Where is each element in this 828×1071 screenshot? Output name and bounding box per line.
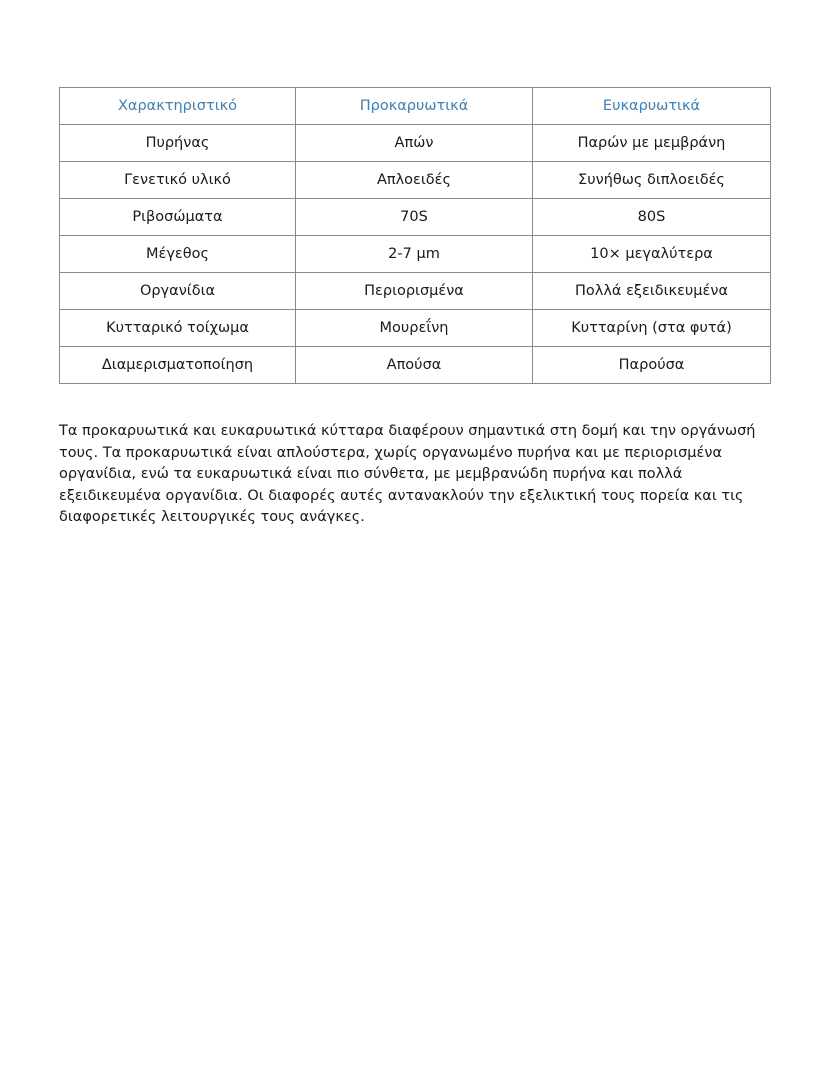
table-cell: Πολλά εξειδικευμένα: [533, 273, 771, 310]
table-cell: 2-7 μm: [296, 236, 533, 273]
table-cell: Κυτταρίνη (στα φυτά): [533, 310, 771, 347]
table-cell: Κυτταρικό τοίχωμα: [60, 310, 296, 347]
table-cell: Απλοειδές: [296, 162, 533, 199]
table-cell: Μέγεθος: [60, 236, 296, 273]
table-row: [60, 310, 771, 347]
table-cell: Παρούσα: [533, 347, 771, 384]
table-header-row: [60, 88, 771, 125]
table-cell: 80S: [533, 199, 771, 236]
table-cell: Συνήθως διπλοειδές: [533, 162, 771, 199]
summary-paragraph: Τα προκαρυωτικά και ευκαρυωτικά κύτταρα διαφέρουν σημαντικά στη δομή και την οργάνωσή τους. Τα προκαρυωτικά είναι απλούστερα, χωρίς οργανωμένο πυρήνα και με περιορισμένα οργανίδια, ενώ τα ευκαρυωτικά είναι πιο σύνθετα, με μεμβρανώδη πυρήνα και πολλά εξειδικευμένα οργανίδια. Οι διαφορές αυτές αντανακλούν την εξελικτική τους πορεία και τις διαφορετικές λειτουργικές τους ανάγκες.: [59, 423, 756, 525]
table-cell: 70S: [296, 199, 533, 236]
table-cell: Περιορισμένα: [296, 273, 533, 310]
table-cell: Απούσα: [296, 347, 533, 384]
table-row: [60, 347, 771, 384]
header-characteristic: Χαρακτηριστικό: [60, 88, 296, 125]
table-cell: 10× μεγαλύτερα: [533, 236, 771, 273]
table-cell: Μουρεΐνη: [296, 310, 533, 347]
table-row: [60, 273, 771, 310]
table-cell: Πυρήνας: [60, 125, 296, 162]
table-row: [60, 162, 771, 199]
table-row: [60, 125, 771, 162]
header-eukaryotes: Ευκαρυωτικά: [533, 88, 771, 125]
table-cell: Ριβοσώματα: [60, 199, 296, 236]
table-row: [60, 236, 771, 273]
comparison-table: [59, 87, 771, 384]
table-row: [60, 199, 771, 236]
table-cell: Παρών με μεμβράνη: [533, 125, 771, 162]
table-cell: Απών: [296, 125, 533, 162]
header-prokaryotes: Προκαρυωτικά: [296, 88, 533, 125]
table-cell: Γενετικό υλικό: [60, 162, 296, 199]
table-cell: Οργανίδια: [60, 273, 296, 310]
table-cell: Διαμερισματοποίηση: [60, 347, 296, 384]
